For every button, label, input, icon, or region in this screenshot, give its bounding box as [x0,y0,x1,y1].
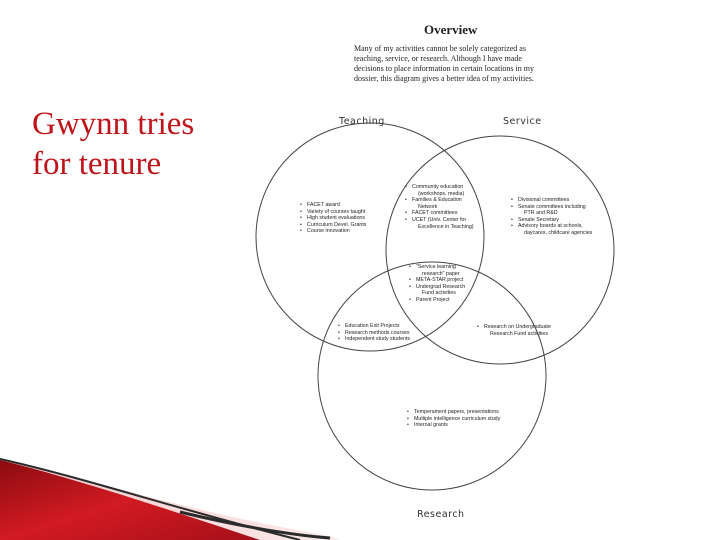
overview-line-2: teaching, service, or research. Although I have made [354,54,522,63]
list-item: daycares, childcare agencies [524,229,593,236]
list-item: • Variety of courses taught [300,209,366,216]
region-teaching-only [300,202,366,235]
list-item: • Internal grants [407,422,500,429]
list-item: • Community education [405,184,474,191]
research-label: Research [417,509,465,520]
region-teaching-research [338,323,410,343]
region-research-only [407,409,500,429]
list-item: • Undergrad Research [409,284,465,291]
list-item: • META-STAR project [409,277,465,284]
slide-title-line-1: Gwynn tries [32,106,195,142]
decorative-swoosh [0,440,340,540]
list-item: • Independent study students [338,336,410,343]
overview-line-1: Many of my activities cannot be solely categorized as [354,44,526,53]
list-item: Fund activities [422,290,456,297]
list-item: Excellence in Teaching) [418,223,474,230]
teaching-label: Teaching [339,116,385,127]
list-item: • "Service learning [409,264,465,271]
list-item: research" paper [422,270,460,277]
service-label: Service [503,116,542,127]
list-item: • High student evaluations [300,215,366,222]
list-item: • Research methods courses [338,330,410,337]
list-item: • Temperament papers, presentations [407,409,500,416]
list-item: • FACET committees [405,210,474,217]
list-item: • Curriculum Devel. Grants [300,222,366,229]
list-item: PTR and R&D [524,210,558,217]
region-service-research [477,324,551,337]
list-item: • Multiple intelligence curriculum study [407,416,500,423]
list-item: • Course innovation [300,228,366,235]
slide-title-line-2: for tenure [32,146,162,182]
list-item: • Families & Education [405,197,474,204]
list-item: • Senate committees including [511,204,592,211]
list-item: • FACET award [300,202,366,209]
region-center [409,264,465,304]
list-item: Network [418,203,438,210]
list-item: • Research on Undergraduate [477,324,551,331]
list-item: • Education Exit Projects [338,323,410,330]
list-item: • Senate Secretary [511,217,592,224]
overview-line-4: dossier, this diagram gives a better idea of my activities. [354,74,534,83]
list-item: Research Fund activities [490,330,548,337]
region-service-only [511,197,592,237]
list-item: • Advisory boards at schools, [511,223,592,230]
teaching-circle [256,123,484,351]
list-item: • Divisional committees [511,197,592,204]
list-item: (workshops, media) [418,190,465,197]
list-item: • Parent Project [409,297,465,304]
overview-heading: Overview [424,22,478,37]
swoosh-red [0,460,260,540]
list-item: • UCET (Univ. Center for [405,217,474,224]
region-teaching-service [405,184,474,230]
overview-line-3: decisions to place information in certain locations in my [354,64,534,73]
